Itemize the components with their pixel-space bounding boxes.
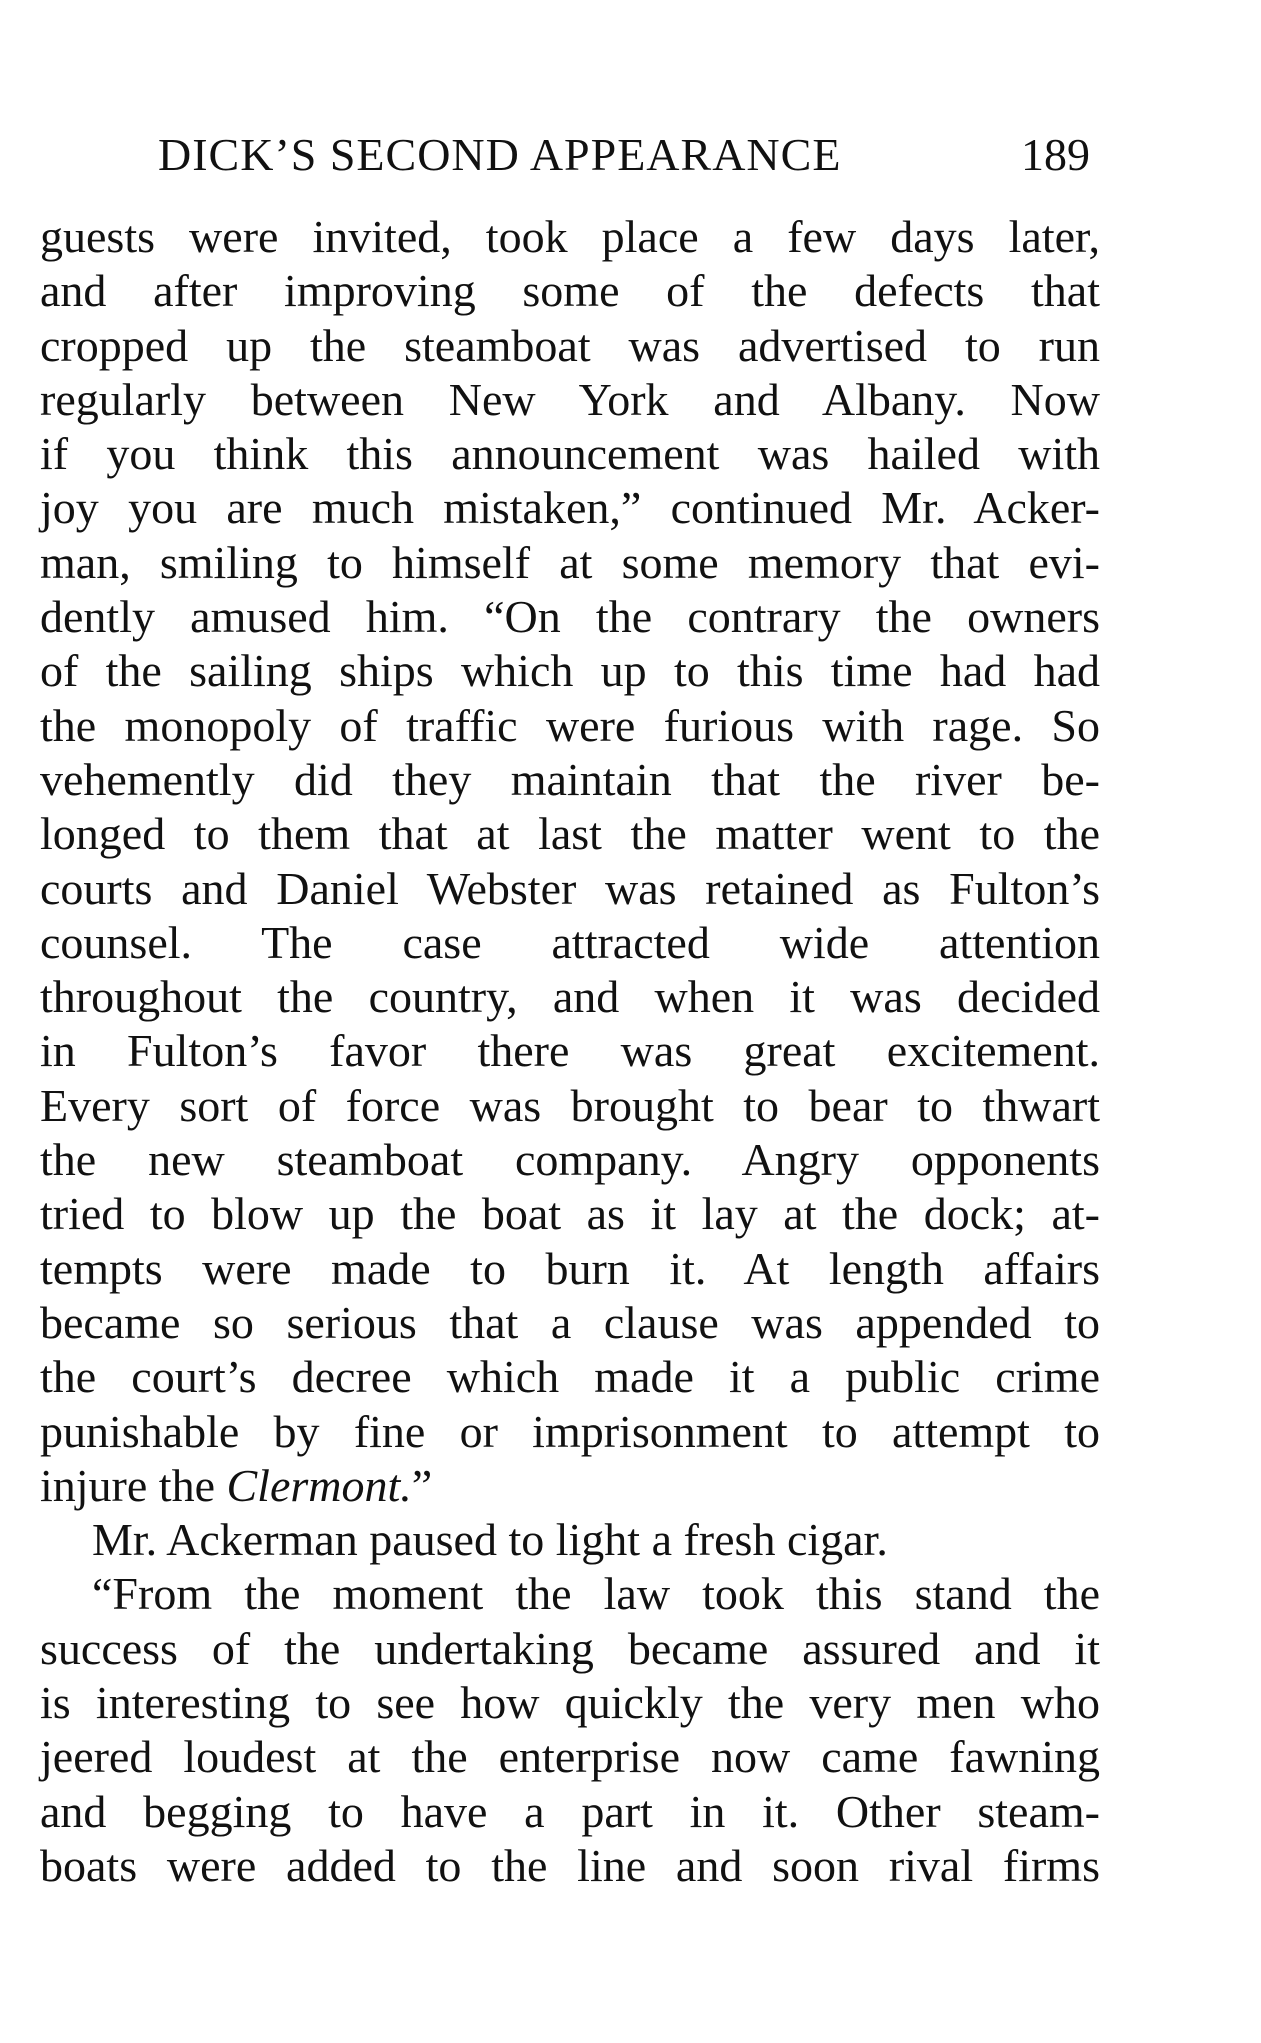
closing-quote: ”	[411, 1459, 433, 1511]
chapter-title: DICK’S SECOND APPEARANCE	[158, 129, 842, 180]
text-line: if you think this announcement was hailed with	[40, 428, 1100, 480]
text-line: punishable by fine or imprisonment to attempt to	[40, 1405, 1100, 1457]
text-line: vehemently did they maintain that the river be-	[40, 753, 1100, 805]
body-text	[40, 210, 1100, 1893]
text-line: counsel. The case attracted wide attention	[40, 916, 1100, 968]
text-line: the monopoly of traffic were furious with rage. So	[40, 699, 1100, 751]
text-line: man, smiling to himself at some memory that evi-	[40, 536, 1100, 588]
ship-name: Clermont.	[226, 1459, 412, 1511]
running-head	[40, 125, 1100, 185]
text-line: in Fulton’s favor there was great excitement.	[40, 1025, 1100, 1077]
text-line: boats were added to the line and soon rival firms	[40, 1839, 1100, 1891]
text-line: guests were invited, took place a few days later,	[40, 211, 1100, 262]
text-line: cropped up the steamboat was advertised to run	[40, 319, 1100, 371]
text-line: longed to them that at last the matter went to the	[40, 808, 1100, 860]
text-line: the new steamboat company. Angry opponents	[40, 1134, 1100, 1186]
text-line: throughout the country, and when it was decided	[40, 971, 1100, 1023]
text-line: Every sort of force was brought to bear to thwart	[40, 1079, 1100, 1131]
text-line: jeered loudest at the enterprise now came fawning	[40, 1731, 1100, 1783]
text-line: tempts were made to burn it. At length affairs	[40, 1242, 1100, 1294]
text-line	[40, 1459, 1100, 1513]
paragraph-first-line: “From the moment the law took this stand the	[92, 1568, 1100, 1620]
text-line: courts and Daniel Webster was retained as Fulton’s	[40, 862, 1100, 914]
text-line: dently amused him. “On the contrary the owners	[40, 591, 1100, 643]
text-line: became so serious that a clause was appended to	[40, 1296, 1100, 1348]
text-line: and begging to have a part in it. Other steam-	[40, 1785, 1100, 1837]
text-line: success of the undertaking became assured and it	[40, 1622, 1100, 1674]
text-line: is interesting to see how quickly the very men who	[40, 1677, 1100, 1729]
text-line: and after improving some of the defects that	[40, 265, 1100, 317]
paragraph-first-line: Mr. Ackerman paused to light a fresh cigar.	[92, 1514, 888, 1566]
text-line: tried to blow up the boat as it lay at the dock; at-	[40, 1188, 1100, 1240]
text-line: of the sailing ships which up to this time had had	[40, 645, 1100, 697]
text-line: regularly between New York and Albany. Now	[40, 373, 1100, 425]
text-line: the court’s decree which made it a public crime	[40, 1351, 1100, 1403]
text-fragment: injure the	[40, 1459, 227, 1511]
page-number: 189	[1021, 129, 1090, 180]
text-line: joy you are much mistaken,” continued Mr. Acker-	[40, 482, 1100, 534]
